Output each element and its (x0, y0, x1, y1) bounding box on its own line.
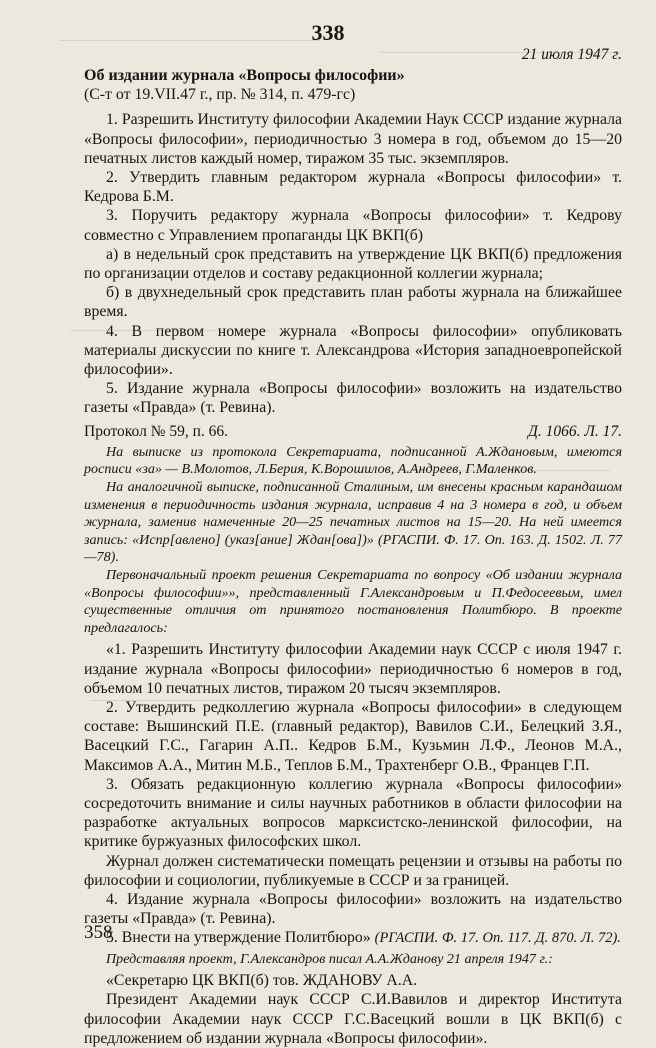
resolution-paragraph: 5. Издание журнала «Вопросы философии» возложить на издательство газеты «Правда» (т. Ревина). (84, 380, 622, 417)
document-subtitle: (С-т от 19.VII.47 г., пр. № 314, п. 479-гс) (84, 86, 356, 104)
draft-paragraph: 3. Обязать редакционную коллегию журнала «Вопросы философии» сосредоточить внимание и силы научных работников в области философии на разработке актуальных вопросов марксистско-ленинской философии, на критике буржуазных философских школ. (84, 775, 622, 851)
editorial-note: На выписке из протокола Секретариата, подписанной А.Ждановым, имеются росписи «за» — В.Молотов, Л.Берия, К.Ворошилов, А.Андреев, Г.Маленков. (84, 443, 622, 478)
document-title: Об издании журнала «Вопросы философии» (84, 67, 405, 84)
draft-last-text: 5. Внести на утверждение Политбюро» (106, 929, 371, 947)
resolution-paragraph: 1. Разрешить Институту философии Академии Наук СССР издание журнала «Вопросы философии», периодичностью 3 номера в год, объемом до 15—20 печатных листов каждый номер, тиражом 35 тыс. экземпляров. (84, 111, 622, 167)
draft-paragraph: Журнал должен систематически помещать рецензии и отзывы на работы по философии и социологии, публикуемые в СССР и за границей. (84, 852, 622, 889)
document-body (84, 66, 622, 1048)
draft-paragraph-last (84, 928, 622, 948)
page-number-bottom: 358 (84, 922, 113, 943)
draft-paragraph: 4. Издание журнала «Вопросы философии» возложить на издательство газеты «Правда» (т. Ревина). (84, 891, 622, 928)
letter-text: Президент Академии наук СССР С.И.Вавилов и директор Института философии Академии наук СССР Г.С.Васецкий вошли в ЦК ВКП(б) с предложением об издании журнала «Вопросы философии». (84, 991, 622, 1047)
draft-paragraph: «1. Разрешить Институту философии Академии наук СССР с июля 1947 г. издание журнала «Вопросы философии» периодичностью 6 номеров в год, объемом 10 печатных листов, тиражом 20 тысяч экземпляров. (84, 641, 622, 697)
letter-intro-note: Представляя проект, Г.Александров писал А.А.Жданову 21 апреля 1947 г.: (106, 950, 553, 967)
document-date: 21 июля 1947 г. (521, 46, 622, 63)
draft-last-reference: (РГАСПИ. Ф. 17. Оп. 117. Д. 870. Л. 72). (374, 930, 621, 947)
editorial-note: Первоначальный проект решения Секретариата по вопросу «Об издании журнала «Вопросы философии»», представленный Г.Александровым и П.Федосеевым, имел существенные отличия от принятого постановления Политбюро. В проекте предлагалось: (84, 567, 622, 636)
archive-reference: Д. 1066. Л. 17. (528, 422, 622, 440)
page-number-top: 338 (311, 20, 345, 45)
resolution-paragraph: 4. В первом номере журнала «Вопросы философии» опубликовать материалы дискуссии по книге т. Александрова «История западноевропейской философии». (84, 322, 622, 379)
letter-address: «Секретарю ЦК ВКП(б) тов. ЖДАНОВУ А.А. (106, 972, 418, 990)
protocol-line (84, 422, 622, 441)
resolution-paragraph: 3. Поручить редактору журнала «Вопросы философии» т. Кедрову совместно с Управлением пропаганды ЦК ВКП(б) (84, 207, 622, 244)
resolution-paragraph: б) в двухнедельный срок представить план работы журнала на ближайшее время. (84, 284, 622, 321)
protocol-number: Протокол № 59, п. 66. (84, 422, 229, 440)
resolution-paragraph: 2. Утвердить главным редактором журнала «Вопросы философии» т. Кедрова Б.М. (84, 169, 622, 206)
editorial-note: На аналогичной выписке, подписанной Сталиным, им внесены красным карандашом изменения в периодичность издания журнала, исправив 4 на 3 номера в год, и объем журнала, заменив намеченные 20—25 печатных листов на 15—20. На ней имеется запись: «Испр[авлено] (указ[ание] Ждан[ова])» (РГАСПИ. Ф. 17. Оп. 163. Д. 1502. Л. 77—78). (84, 479, 622, 566)
resolution-paragraph: а) в недельный срок представить на утверждение ЦК ВКП(б) предложения по организации отделов и составу редакционной коллегии журнала; (84, 245, 622, 283)
draft-paragraph: 2. Утвердить редколлегию журнала «Вопросы философии» в следующем составе: Вышинский П.Е. (главный редактор), Вавилов С.И., Белецкий З.Я., Васецкий Г.С., Гагарин А.П.. Кедров Б.М., Кузьмин Л.Ф., Леонов М.А., Максимов А.А., Митин М.Б., Теплов Б.М., Трахтенберг О.В., Францев Г.П. (84, 699, 622, 774)
